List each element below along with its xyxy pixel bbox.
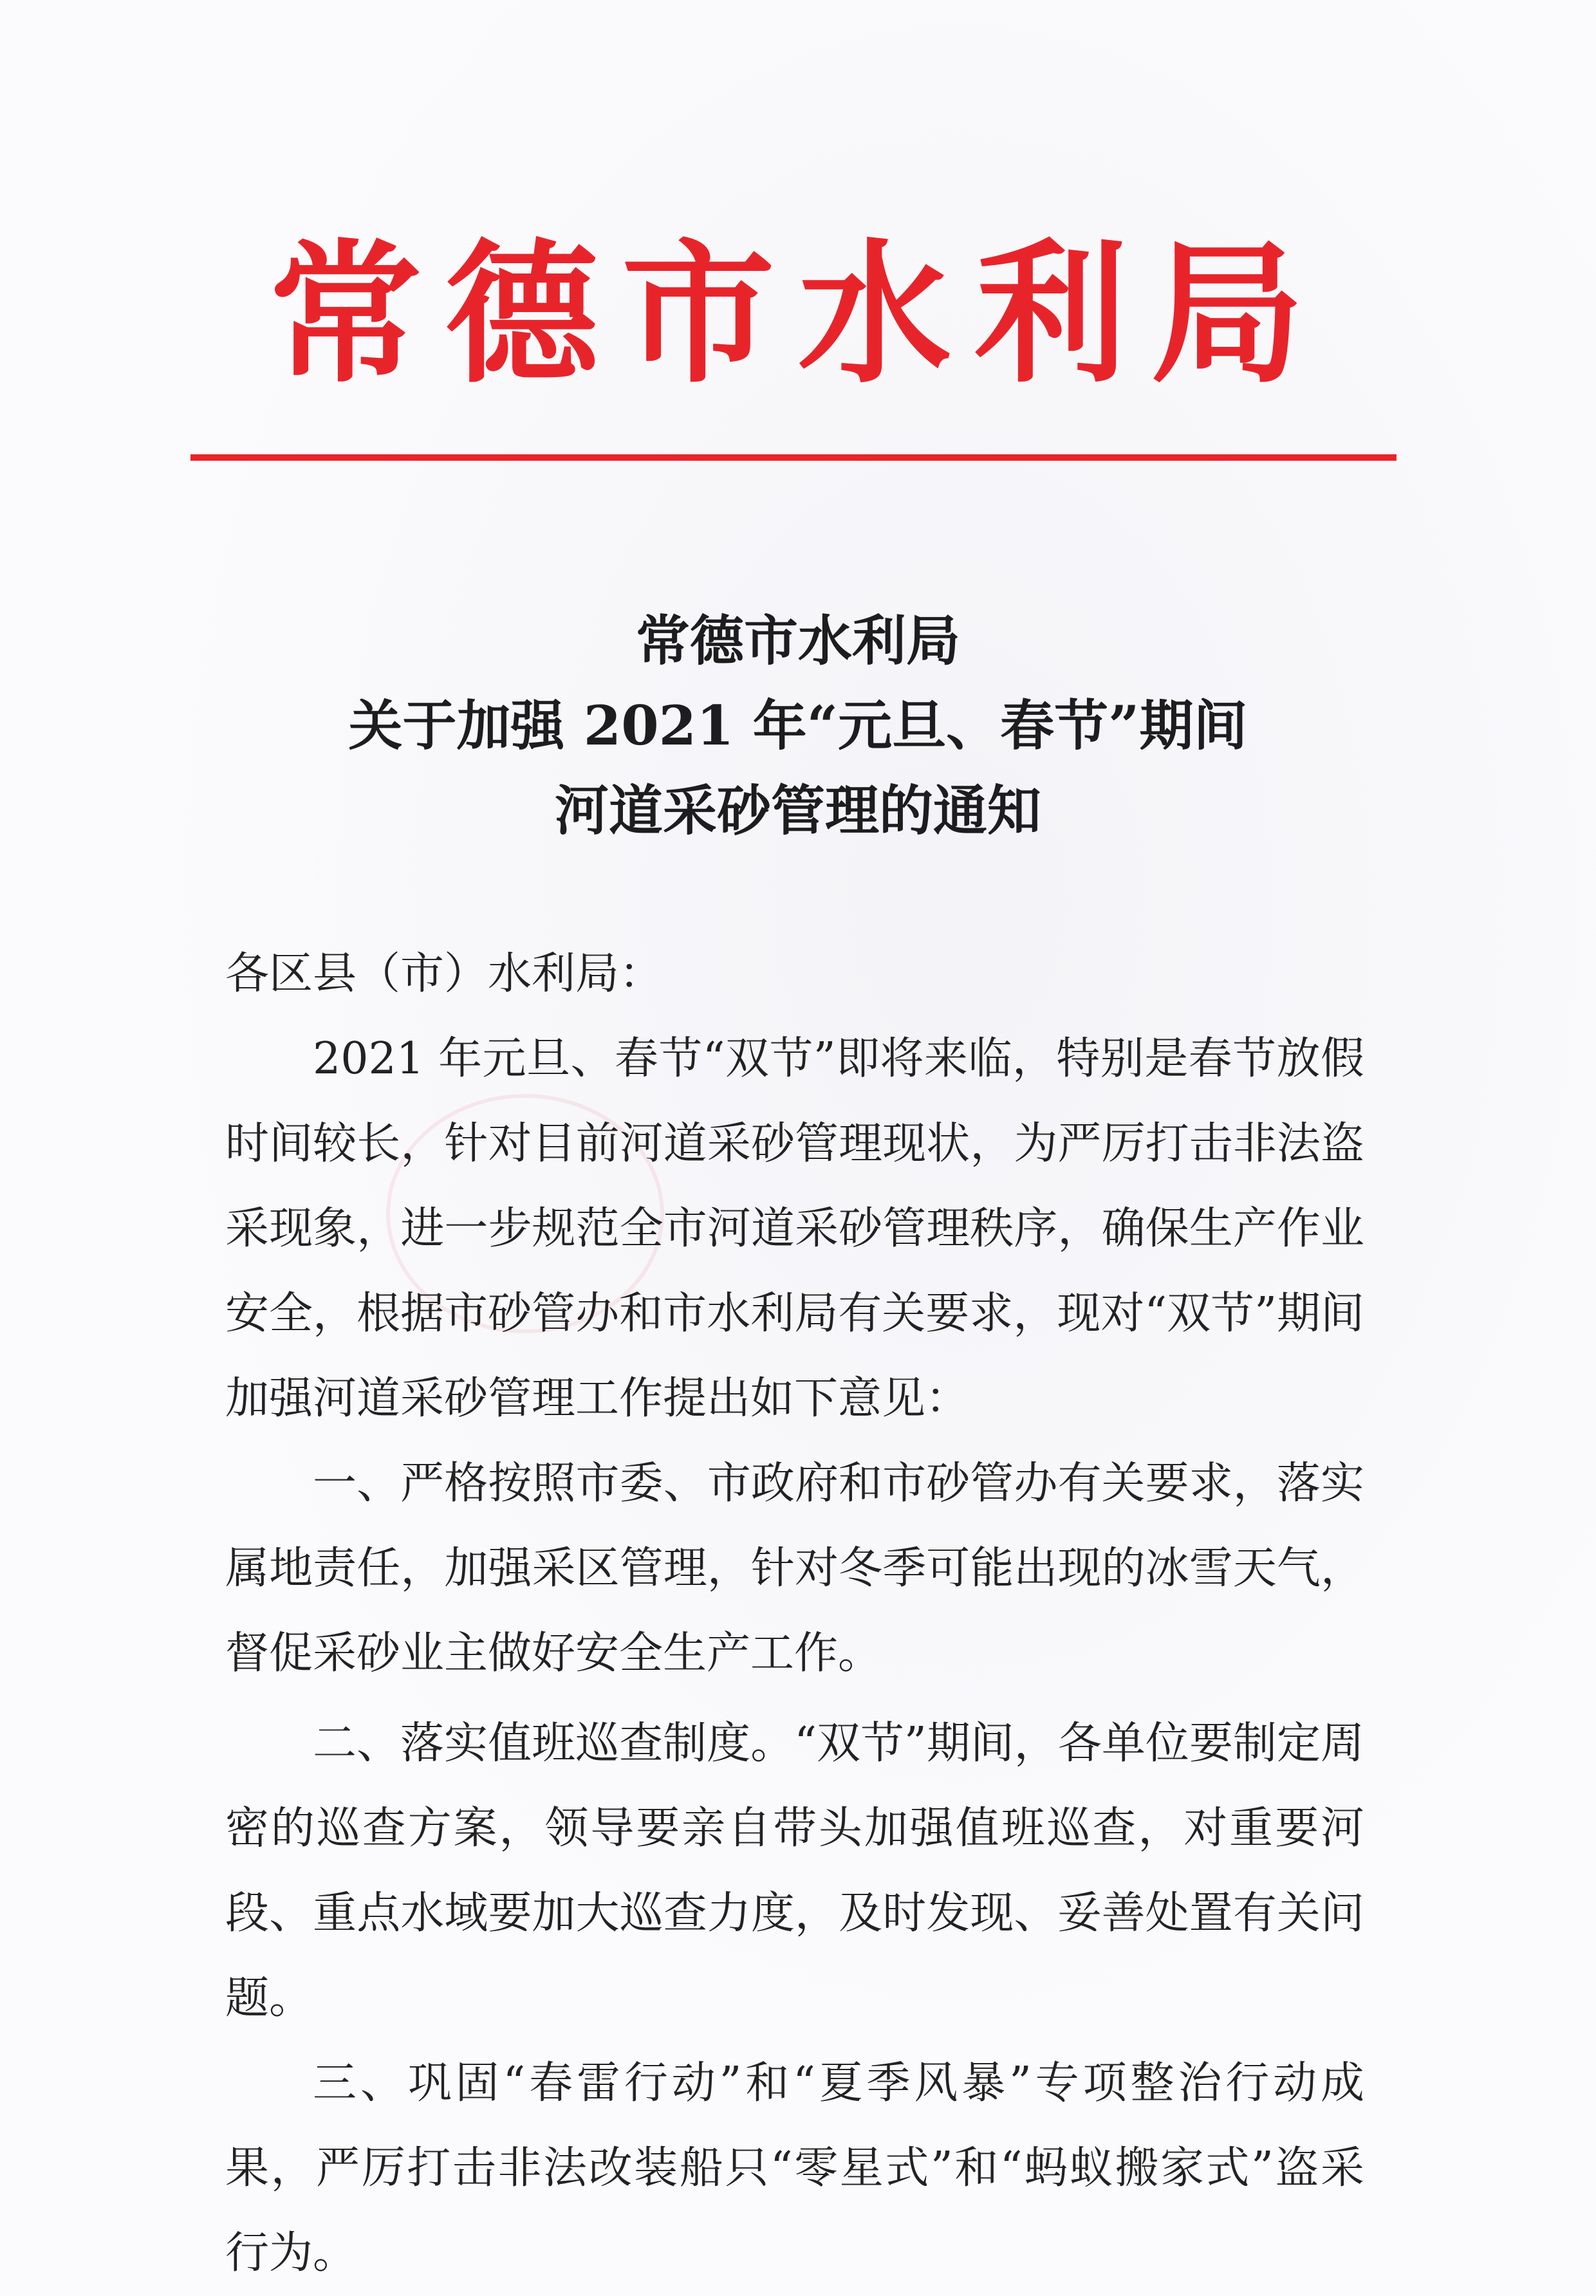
document-title — [187, 598, 1409, 853]
document-body — [225, 932, 1364, 2296]
title-line-3: 河道采砂管理的通知 — [554, 779, 1041, 842]
letterhead-red-rule — [190, 454, 1396, 461]
title-line-1: 常德市水利局 — [635, 609, 960, 672]
letterhead-org-name: 常德市水利局 — [269, 226, 1327, 404]
paragraph-item-3: 三、巩固“春雷行动”和“夏季风暴”专项整治行动成果，严厉打击非法改装船只“零星式”和“蚂蚁搬家式”盗采行为。 — [225, 2058, 1364, 2279]
paragraph-item-1: 一、严格按照市委、市政府和市砂管办有关要求，落实属地责任，加强采区管理，针对冬季可能出现的冰雪天气，督促采砂业主做好安全生产工作。 — [225, 1458, 1364, 1679]
paragraph-item-2: 二、落实值班巡查制度。“双节”期间，各单位要制定周密的巡查方案，领导要亲自带头加强值班巡查，对重要河段、重点水域要加大巡查力度，及时发现、妥善处置有关问题。 — [225, 1718, 1364, 2024]
salutation: 各区县（市）水利局： — [225, 949, 663, 999]
title-line-2: 关于加强 2021 年“元旦、春节”期间 — [348, 694, 1248, 757]
paragraph-intro: 2021 年元旦、春节“双节”即将来临，特别是春节放假时间较长，针对目前河道采砂管理现状，为严厉打击非法盗采现象，进一步规范全市河道采砂管理秩序，确保生产作业安全，根据市砂管办和市水利局有关要求，现对“双节”期间加强河道采砂管理工作提出如下意见： — [225, 1033, 1364, 1424]
